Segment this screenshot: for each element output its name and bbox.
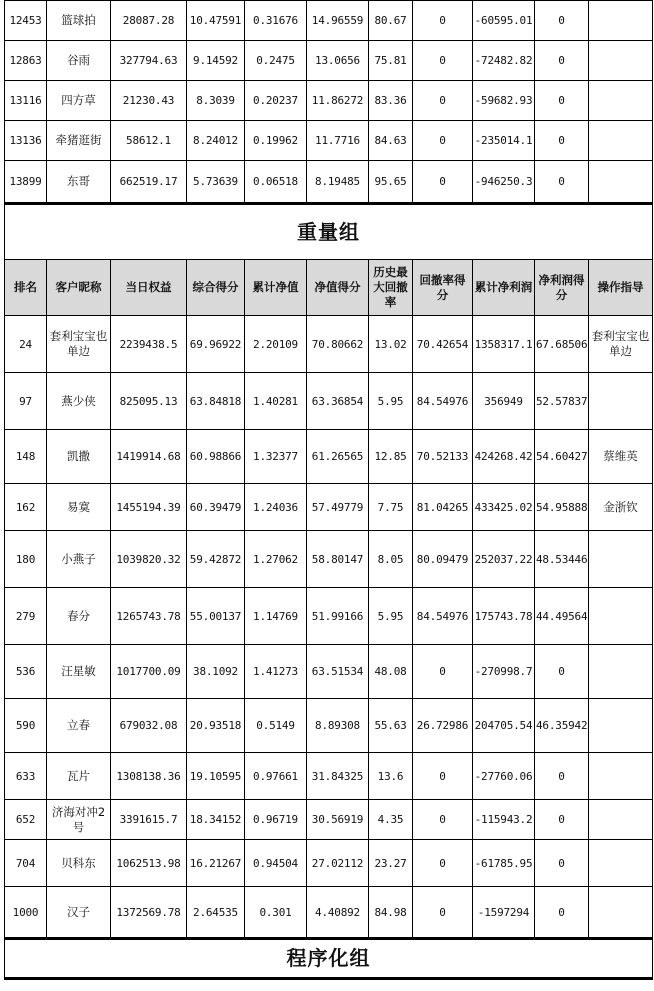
table-cell: -270998.7 [473, 645, 535, 699]
table-cell: 0 [413, 1, 473, 41]
table-cell: 蔡维英 [589, 430, 653, 484]
table-cell: 1358317.1 [473, 316, 535, 373]
table-cell: 20.93518 [187, 699, 245, 753]
table-cell: -235014.1 [473, 121, 535, 161]
table-cell: 小燕子 [47, 531, 111, 588]
table-cell: 31.84325 [307, 753, 369, 800]
table-cell: 633 [5, 753, 47, 800]
ranking-sheet [4, 0, 652, 980]
table-cell: 0.96719 [245, 800, 307, 840]
table-cell: 1062513.98 [111, 840, 187, 887]
table-cell: 0 [535, 800, 589, 840]
table-row [5, 121, 653, 161]
table-cell: 18.34152 [187, 800, 245, 840]
table-cell: -59682.93 [473, 81, 535, 121]
column-header: 累计净利润 [473, 260, 535, 316]
table-cell: 0 [413, 645, 473, 699]
main-rows [5, 316, 653, 939]
table-cell: 8.05 [369, 531, 413, 588]
table-cell [589, 81, 653, 121]
column-header: 回撤率得分 [413, 260, 473, 316]
table-cell: 0.2475 [245, 41, 307, 81]
table-cell [589, 373, 653, 430]
table-cell: 590 [5, 699, 47, 753]
table-cell: 83.36 [369, 81, 413, 121]
table-cell: 12863 [5, 41, 47, 81]
table-cell: 0.31676 [245, 1, 307, 41]
table-cell: 48.53446 [535, 531, 589, 588]
table-cell: 金浙钦 [589, 484, 653, 531]
group-title-program: 程序化组 [5, 939, 653, 979]
table-cell: 凯撒 [47, 430, 111, 484]
table-cell: 济海对冲2号 [47, 800, 111, 840]
ranking-table [4, 0, 653, 980]
table-cell: 80.09479 [413, 531, 473, 588]
table-cell [589, 699, 653, 753]
table-cell: 0 [413, 81, 473, 121]
column-header: 客户昵称 [47, 260, 111, 316]
table-cell: 59.42872 [187, 531, 245, 588]
column-header: 综合得分 [187, 260, 245, 316]
table-cell: 27.02112 [307, 840, 369, 887]
table-cell: 易寞 [47, 484, 111, 531]
table-cell: 84.54976 [413, 373, 473, 430]
table-cell [589, 887, 653, 939]
table-cell: 51.99166 [307, 588, 369, 645]
table-cell: 0.301 [245, 887, 307, 939]
table-cell: 21230.43 [111, 81, 187, 121]
table-cell [589, 840, 653, 887]
table-cell: 1.41273 [245, 645, 307, 699]
table-cell: 70.42654 [413, 316, 473, 373]
table-cell: 38.1092 [187, 645, 245, 699]
table-cell: 谷雨 [47, 41, 111, 81]
table-cell: 0 [535, 840, 589, 887]
table-row [5, 316, 653, 373]
table-cell [589, 1, 653, 41]
table-cell: 1.32377 [245, 430, 307, 484]
table-cell: 13116 [5, 81, 47, 121]
table-cell: 67.68506 [535, 316, 589, 373]
table-cell: 28087.28 [111, 1, 187, 41]
table-cell: 10.47591 [187, 1, 245, 41]
table-cell: 5.73639 [187, 161, 245, 204]
top-rows [5, 1, 653, 204]
table-cell: 75.81 [369, 41, 413, 81]
column-header: 当日权益 [111, 260, 187, 316]
table-cell: 1.40281 [245, 373, 307, 430]
table-cell: 0 [535, 161, 589, 204]
table-cell: 1.24036 [245, 484, 307, 531]
table-cell: 16.21267 [187, 840, 245, 887]
table-cell: -1597294 [473, 887, 535, 939]
table-cell: -61785.95 [473, 840, 535, 887]
table-cell: 44.49564 [535, 588, 589, 645]
table-cell: 0.97661 [245, 753, 307, 800]
column-header: 累计净值 [245, 260, 307, 316]
table-cell: -27760.06 [473, 753, 535, 800]
table-cell: 356949 [473, 373, 535, 430]
table-cell: 1419914.68 [111, 430, 187, 484]
table-cell: 662519.17 [111, 161, 187, 204]
table-cell: 0.06518 [245, 161, 307, 204]
table-cell: 704 [5, 840, 47, 887]
table-cell: 8.24012 [187, 121, 245, 161]
table-row [5, 887, 653, 939]
table-cell: 0.94504 [245, 840, 307, 887]
table-cell: 0 [535, 753, 589, 800]
table-cell: 148 [5, 430, 47, 484]
table-cell: 55.63 [369, 699, 413, 753]
table-cell: 81.04265 [413, 484, 473, 531]
table-cell: -115943.2 [473, 800, 535, 840]
table-cell: 1372569.78 [111, 887, 187, 939]
table-row [5, 484, 653, 531]
table-cell: 0 [535, 645, 589, 699]
table-cell: 14.96559 [307, 1, 369, 41]
table-cell: 60.98866 [187, 430, 245, 484]
table-cell: 0 [535, 887, 589, 939]
table-cell: 63.84818 [187, 373, 245, 430]
group-title-heavy: 重量组 [5, 204, 653, 260]
table-row [5, 81, 653, 121]
table-cell: 175743.78 [473, 588, 535, 645]
table-cell: 8.19485 [307, 161, 369, 204]
table-cell: 1265743.78 [111, 588, 187, 645]
table-cell: 套利宝宝也单边 [589, 316, 653, 373]
table-cell: 12453 [5, 1, 47, 41]
table-cell: 2.64535 [187, 887, 245, 939]
table-cell: 燕少侠 [47, 373, 111, 430]
table-cell: 1017700.09 [111, 645, 187, 699]
table-row [5, 800, 653, 840]
table-cell: 0 [413, 161, 473, 204]
table-cell [589, 800, 653, 840]
table-cell: 30.56919 [307, 800, 369, 840]
table-cell: 54.60427 [535, 430, 589, 484]
table-cell: 70.80662 [307, 316, 369, 373]
table-row [5, 161, 653, 204]
table-cell: 57.49779 [307, 484, 369, 531]
group-heavy-section [5, 204, 653, 316]
table-cell: 汪星敏 [47, 645, 111, 699]
table-cell: 5.95 [369, 588, 413, 645]
table-cell: 1039820.32 [111, 531, 187, 588]
table-cell: 0 [535, 1, 589, 41]
table-row [5, 430, 653, 484]
table-cell [589, 753, 653, 800]
table-cell: 24 [5, 316, 47, 373]
table-cell: 536 [5, 645, 47, 699]
table-cell: 0 [413, 840, 473, 887]
table-cell: 84.98 [369, 887, 413, 939]
table-cell: 春分 [47, 588, 111, 645]
table-cell [589, 121, 653, 161]
table-cell: 84.54976 [413, 588, 473, 645]
table-cell: 55.00137 [187, 588, 245, 645]
table-cell: 279 [5, 588, 47, 645]
table-cell: 652 [5, 800, 47, 840]
table-cell: 0.5149 [245, 699, 307, 753]
table-cell: 0.19962 [245, 121, 307, 161]
table-row [5, 588, 653, 645]
table-cell: 52.57837 [535, 373, 589, 430]
table-cell: 瓦片 [47, 753, 111, 800]
table-cell: 8.89308 [307, 699, 369, 753]
group-title-row [5, 204, 653, 260]
table-cell: 0 [413, 887, 473, 939]
table-cell: 13.0656 [307, 41, 369, 81]
table-cell: 13899 [5, 161, 47, 204]
table-cell: 69.96922 [187, 316, 245, 373]
table-row [5, 699, 653, 753]
table-row [5, 1, 653, 41]
table-cell: 95.65 [369, 161, 413, 204]
table-row [5, 645, 653, 699]
table-cell: 牵猪逛街 [47, 121, 111, 161]
table-cell: 0 [413, 41, 473, 81]
table-cell: 23.27 [369, 840, 413, 887]
table-cell: 252037.22 [473, 531, 535, 588]
table-cell: 1000 [5, 887, 47, 939]
table-row [5, 840, 653, 887]
table-cell: 0 [413, 800, 473, 840]
table-cell: 2.20109 [245, 316, 307, 373]
table-cell: 58.80147 [307, 531, 369, 588]
table-cell: 61.26565 [307, 430, 369, 484]
table-cell: -72482.82 [473, 41, 535, 81]
table-cell [589, 161, 653, 204]
table-cell: 2239438.5 [111, 316, 187, 373]
table-cell: 0.20237 [245, 81, 307, 121]
table-cell: 0 [535, 81, 589, 121]
table-cell: 11.86272 [307, 81, 369, 121]
table-cell: 204705.54 [473, 699, 535, 753]
table-cell: 0 [413, 121, 473, 161]
table-cell: 4.35 [369, 800, 413, 840]
table-cell: 0 [413, 753, 473, 800]
table-cell: 8.3039 [187, 81, 245, 121]
table-cell: 84.63 [369, 121, 413, 161]
table-cell: 825095.13 [111, 373, 187, 430]
table-row [5, 41, 653, 81]
table-cell [589, 645, 653, 699]
table-cell: 63.36854 [307, 373, 369, 430]
table-cell: 0 [535, 121, 589, 161]
table-cell: 327794.63 [111, 41, 187, 81]
table-cell: 26.72986 [413, 699, 473, 753]
table-cell [589, 531, 653, 588]
table-cell: 贝科东 [47, 840, 111, 887]
table-cell: 套利宝宝也单边 [47, 316, 111, 373]
table-cell: 13.02 [369, 316, 413, 373]
group-program-section [5, 939, 653, 979]
table-cell: 9.14592 [187, 41, 245, 81]
table-cell [589, 41, 653, 81]
table-cell: 60.39479 [187, 484, 245, 531]
table-cell: 19.10595 [187, 753, 245, 800]
header-row [5, 260, 653, 316]
table-cell: 东哥 [47, 161, 111, 204]
table-cell: 679032.08 [111, 699, 187, 753]
table-cell: 篮球拍 [47, 1, 111, 41]
column-header: 净利润得分 [535, 260, 589, 316]
table-cell: 424268.42 [473, 430, 535, 484]
table-cell: 433425.02 [473, 484, 535, 531]
table-row [5, 531, 653, 588]
table-cell: 58612.1 [111, 121, 187, 161]
table-cell: 48.08 [369, 645, 413, 699]
table-cell: 80.67 [369, 1, 413, 41]
table-cell: 1308138.36 [111, 753, 187, 800]
table-cell: 12.85 [369, 430, 413, 484]
table-cell [589, 588, 653, 645]
table-cell: 汉子 [47, 887, 111, 939]
table-cell: 162 [5, 484, 47, 531]
table-cell: 四方草 [47, 81, 111, 121]
table-cell: 0 [535, 41, 589, 81]
table-cell: 13.6 [369, 753, 413, 800]
table-cell: 3391615.7 [111, 800, 187, 840]
table-cell: 1455194.39 [111, 484, 187, 531]
table-cell: 13136 [5, 121, 47, 161]
table-cell: 7.75 [369, 484, 413, 531]
table-cell: 1.27062 [245, 531, 307, 588]
table-cell: 46.35942 [535, 699, 589, 753]
group-title-row [5, 939, 653, 979]
column-header: 历史最大回撤率 [369, 260, 413, 316]
table-cell: 63.51534 [307, 645, 369, 699]
column-header: 净值得分 [307, 260, 369, 316]
table-cell: 4.40892 [307, 887, 369, 939]
column-header: 操作指导 [589, 260, 653, 316]
table-cell: 11.7716 [307, 121, 369, 161]
table-cell: -946250.3 [473, 161, 535, 204]
table-cell: -60595.01 [473, 1, 535, 41]
table-cell: 97 [5, 373, 47, 430]
table-cell: 180 [5, 531, 47, 588]
column-header: 排名 [5, 260, 47, 316]
table-cell: 54.95888 [535, 484, 589, 531]
table-row [5, 373, 653, 430]
table-row [5, 753, 653, 800]
table-cell: 70.52133 [413, 430, 473, 484]
table-cell: 立春 [47, 699, 111, 753]
table-cell: 1.14769 [245, 588, 307, 645]
table-cell: 5.95 [369, 373, 413, 430]
